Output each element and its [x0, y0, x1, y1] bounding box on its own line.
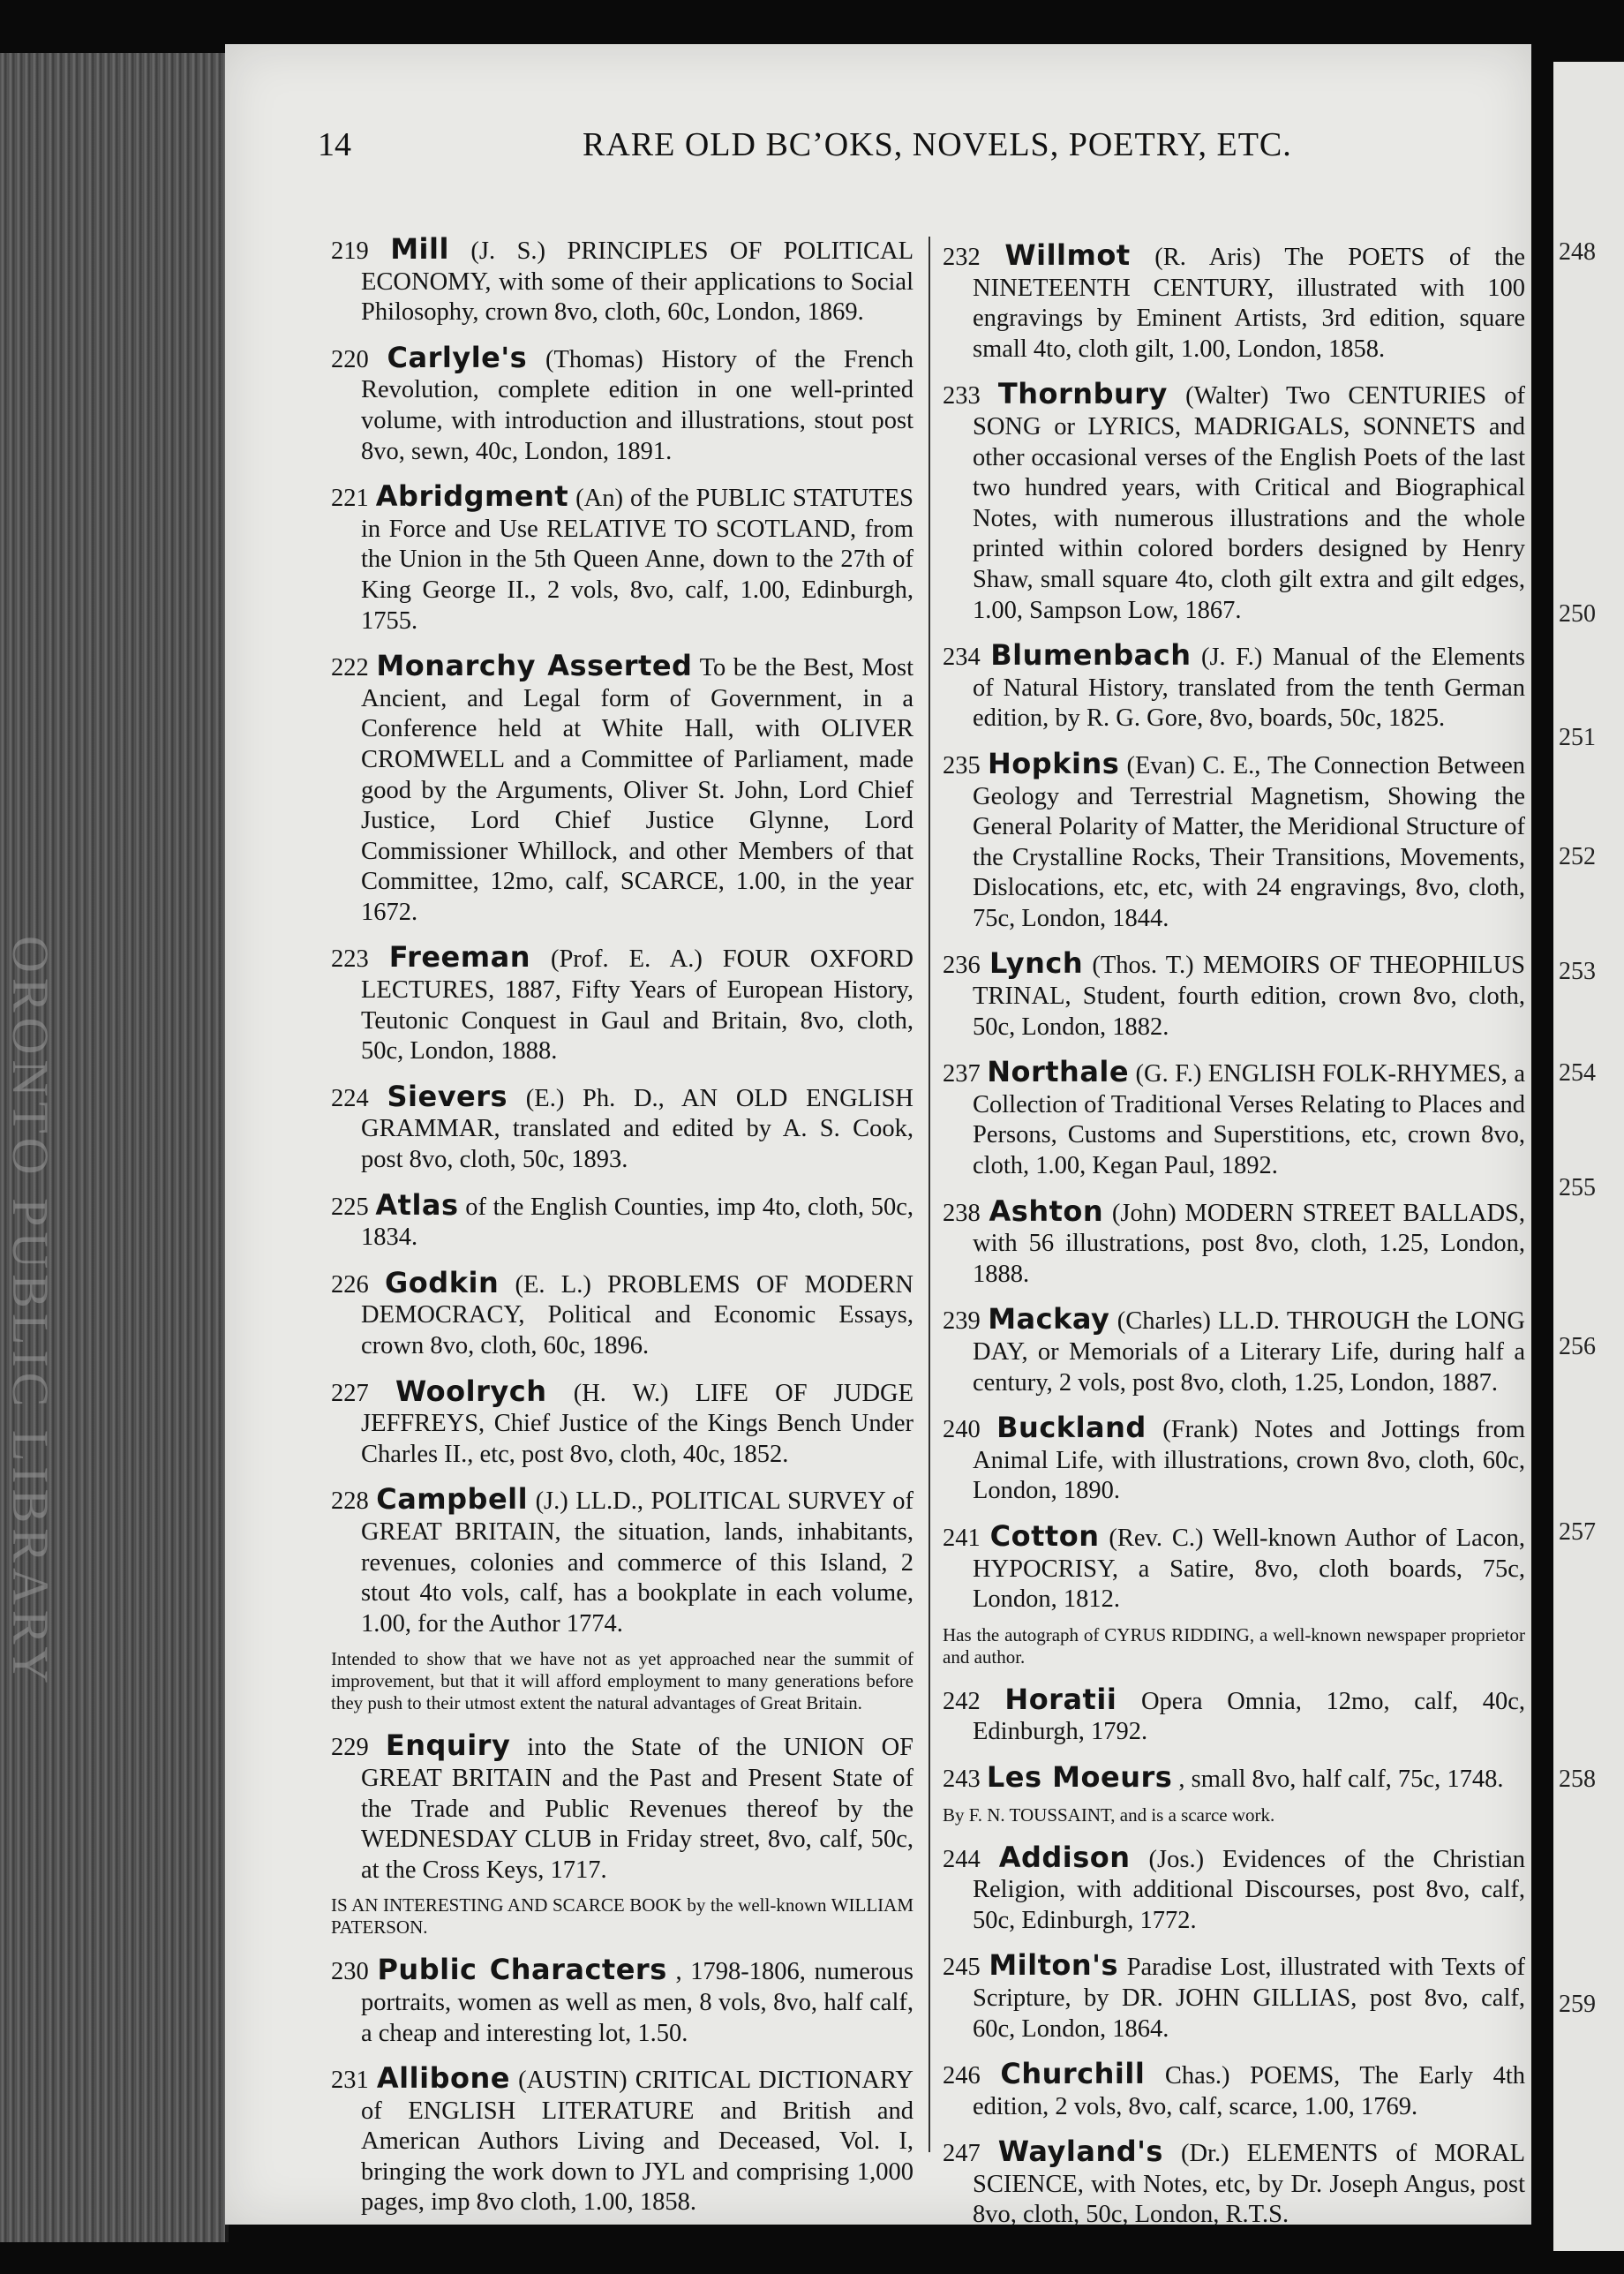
- fragment-number: 250: [1559, 600, 1596, 628]
- catalog-entry: [943, 2136, 1525, 2231]
- page-number: 14: [318, 126, 351, 163]
- catalog-entry: [943, 2059, 1525, 2122]
- entry-number: 242: [943, 1687, 981, 1715]
- catalog-entry: [943, 240, 1525, 365]
- catalog-entry: [943, 1759, 1525, 1796]
- entry-number: 230: [331, 1958, 369, 1986]
- entry-description: (Thomas) History of the French Revolution, complete edition in one well-printed volume, with introduction and illustrations, stout post 8vo, sewn, 40c, London, 1891.: [361, 345, 914, 465]
- entry-title: Carlyle's: [387, 340, 528, 374]
- catalog-entry: [943, 1684, 1525, 1748]
- entry-description: (Prof. E. A.) FOUR OXFORD LECTURES, 1887, Fifty Years of European History, Teutonic Conquest in Gaul and Britain, 8vo, cloth, 50c, London, 1888.: [361, 945, 914, 1065]
- entry-number: 220: [331, 345, 369, 373]
- entry-description: (Evan) C. E., The Connection Between Geology and Terrestrial Magnetism, Showing the General Polarity of Matter, the Meridional Structure of the Crystalline Rocks, Their Transitions, Movements, Dislocations, etc, etc, with 24 engravings, 8vo, cloth, 75c, London, 1844.: [973, 751, 1526, 932]
- entry-title: Atlas: [375, 1187, 459, 1222]
- entry-description: To be the Best, Most Ancient, and Legal form of Government, in a Conference held at White Hall, with OLIVER CROMWELL and a Committee of Parliament, made good by the Arguments, Oliver St. John, Lord Chief Justice, Lord Chief Justice Glynne, Lord Commissioner Whillock, and other Members of that Committee, 12mo, calf, SCARCE, 1.00, in the year 1672.: [361, 654, 914, 926]
- entry-title: Allibone: [376, 2061, 510, 2096]
- entry-description: (Charles) LL.D. THROUGH the LONG DAY, or Memorials of a Literary Life, during half a century, 2 vols, post 8vo, cloth, 1.25, London, 1887.: [973, 1307, 1525, 1397]
- catalog-entry: [331, 651, 914, 928]
- entry-description: (Walter) Two CENTURIES of SONG or LYRICS, MADRIGALS, SONNETS and other occasional verses of the English Poets of the last two hundred years, with Critical and Biographical Notes, with numerous illustrations and the whole printed within colored borders designed by Henry Shaw, small square 4to, cloth gilt extra and gilt edges, 1.00, Sampson Low, 1867.: [973, 382, 1526, 624]
- entry-title: Blumenbach: [990, 638, 1192, 673]
- entry-title: Sievers: [387, 1079, 508, 1113]
- entry-title: Enquiry: [385, 1728, 511, 1763]
- entry-description: (An) of the PUBLIC STATUTES in Force and Use RELATIVE TO SCOTLAND, from the Union in the 5th Queen Anne, down to the 27th of King George II., 2 vols, 8vo, calf, 1.00, Edinburgh, 1755.: [361, 485, 914, 635]
- fragment-number: 254: [1559, 1059, 1596, 1087]
- library-stamp: ORONTO PUBLIC LIBRARY: [2, 936, 59, 1690]
- fragment-number: 248: [1559, 238, 1596, 266]
- fragment-number: 252: [1559, 843, 1596, 870]
- entry-title: Churchill: [1000, 2057, 1146, 2091]
- entry-description: (R. Aris) The POETS of the NINETEENTH CENTURY, illustrated with 100 engravings by Eminent Artists, 3rd edition, square small 4to, cloth gilt, 1.00, London, 1858.: [973, 244, 1526, 363]
- entry-description: (E.) Ph. D., AN OLD ENGLISH GRAMMAR, translated and edited by A. S. Cook, post 8vo, cloth, 50c, 1893.: [361, 1084, 914, 1174]
- entry-description: (G. F.) ENGLISH FOLK-RHYMES, a Collection of Traditional Verses Relating to Places and Persons, Customs and Superstitions, etc, crown 8vo, cloth, 1.00, Kegan Paul, 1892.: [973, 1060, 1526, 1180]
- entry-title: Lynch: [989, 946, 1084, 981]
- entry-description: (J.) LL.D., POLITICAL SURVEY of GREAT BRITAIN, the situation, lands, inhabitants, revenues, colonies and commerce of this Island, 2 stout 4to vols, calf, has a bookplate in each volume, 1.00, for the Author 1774.: [361, 1487, 914, 1638]
- entry-title: Wayland's: [997, 2135, 1163, 2169]
- entry-title: Woolrych: [395, 1374, 547, 1408]
- catalog-entry: [331, 942, 914, 1066]
- entry-title: Campbell: [376, 1482, 529, 1517]
- entry-number: 232: [943, 244, 981, 271]
- catalog-entry: [331, 234, 914, 328]
- entry-title: Godkin: [385, 1265, 500, 1299]
- entry-number: 228: [331, 1487, 369, 1516]
- entry-number: 226: [331, 1270, 369, 1299]
- entry-number: 223: [331, 945, 369, 974]
- entry-description: (Thos. T.) MEMOIRS OF THEOPHILUS TRINAL, Student, fourth edition, crown 8vo, cloth, 50c, London, 1882.: [973, 952, 1526, 1041]
- entry-description: of the English Counties, imp 4to, cloth, 50c, 1834.: [361, 1193, 914, 1252]
- entry-title: Abridgment: [375, 479, 569, 514]
- entry-number: 244: [943, 1845, 981, 1873]
- catalog-entry: [331, 2063, 914, 2218]
- catalog-entry: [331, 1265, 914, 1362]
- entry-description: (AUSTIN) CRITICAL DICTIONARY of ENGLISH LITERATURE and British and American Authors Living and Deceased, Vol. I, bringing the work down to JYL and comprising 1,000 pages, imp 8vo cloth, 1.00, 1858.: [361, 2067, 914, 2217]
- fragment-number: 256: [1559, 1333, 1596, 1360]
- entry-description: (E. L.) PROBLEMS OF MODERN DEMOCRACY, Political and Economic Essays, crown 8vo, cloth, 60c, 1896.: [361, 1270, 914, 1359]
- catalog-entry: [331, 1187, 914, 1254]
- entry-title: Horatii: [1004, 1682, 1117, 1716]
- fragment-number: 255: [1559, 1174, 1596, 1201]
- entry-number: 221: [331, 485, 369, 513]
- entry-number: 224: [331, 1084, 369, 1112]
- catalog-entry: [943, 1412, 1525, 1507]
- catalog-entry: [331, 1730, 914, 1886]
- running-title: RARE OLD BCʼOKS, NOVELS, POETRY, ETC.: [583, 126, 1292, 163]
- catalog-entry: [943, 1304, 1525, 1398]
- entry-description: into the State of the UNION OF GREAT BRITAIN and the Past and Present State of the Trade and Public Revenues thereof by the WEDNESDAY CLUB in Friday street, 8vo, calf, 50c, at the Cross Keys, 1717.: [361, 1734, 914, 1884]
- entry-title: Addison: [998, 1840, 1131, 1874]
- entry-number: 237: [943, 1060, 981, 1088]
- entry-note: By F. N. TOUSSAINT, and is a scarce work.: [943, 1803, 1275, 1826]
- catalog-entry: [943, 948, 1525, 1043]
- catalog-entry: [331, 1376, 914, 1471]
- entry-title: Willmot: [1004, 238, 1131, 272]
- entry-title: Freeman: [388, 940, 530, 975]
- entry-number: 241: [943, 1524, 981, 1552]
- entry-description: (Jos.) Evidences of the Christian Religion, with additional Discourses, post 8vo, calf, 50c, Edinburgh, 1772.: [973, 1845, 1526, 1934]
- entry-number: 234: [943, 644, 981, 672]
- entry-number: 231: [331, 2067, 369, 2095]
- catalog-entry: [943, 1518, 1526, 1615]
- entry-number: 222: [331, 654, 369, 682]
- entry-title: Buckland: [996, 1411, 1147, 1445]
- entry-title: Milton's: [989, 1948, 1119, 1983]
- catalog-entry: [331, 340, 914, 467]
- catalog-entry: [943, 1950, 1525, 2044]
- entry-number: 219: [331, 237, 369, 265]
- left-column: [331, 234, 914, 2233]
- entry-description: Chas.) POEMS, The Early 4th edition, 2 vols, 8vo, calf, scarce, 1.00, 1769.: [973, 2062, 1525, 2120]
- catalog-entry: [943, 1193, 1526, 1291]
- catalog-entry: [943, 379, 1525, 626]
- entry-title: Les Moeurs: [986, 1759, 1173, 1794]
- fragment-number: 253: [1559, 958, 1596, 985]
- entry-title: Monarchy Asserted: [376, 649, 693, 683]
- entry-description: (J. S.) PRINCIPLES OF POLITICAL ECONOMY, with some of their applications to Social Philosophy, crown 8vo, cloth, 60c, London, 1869.: [361, 237, 914, 327]
- entry-description: (Dr.) ELEMENTS of MORAL SCIENCE, with Notes, etc, by Dr. Joseph Angus, post 8vo, cloth, 50c, London, R.T.S.: [973, 2140, 1526, 2229]
- entry-description: Opera Omnia, 12mo, calf, 40c, Edinburgh, 1792.: [973, 1687, 1526, 1746]
- entry-number: 236: [943, 952, 981, 980]
- catalog-entry: [943, 746, 1526, 935]
- entry-title: Ashton: [989, 1193, 1104, 1228]
- entry-title: Thornbury: [997, 377, 1168, 411]
- column-divider: [929, 237, 930, 2152]
- entry-number: 235: [943, 751, 981, 779]
- entry-number: 238: [943, 1199, 981, 1227]
- entry-title: Hopkins: [988, 746, 1120, 780]
- catalog-entry: [331, 1081, 914, 1176]
- fragment-number: 258: [1559, 1766, 1596, 1793]
- catalog-entry: [331, 481, 914, 636]
- entry-description: (H. W.) LIFE OF JUDGE JEFFREYS, Chief Justice of the Kings Bench Under Charles II., etc, post 8vo, cloth, 40c, 1852.: [361, 1379, 914, 1468]
- catalog-entry: [331, 1484, 914, 1639]
- entry-description: (Frank) Notes and Jottings from Animal Life, with illustrations, crown 8vo, cloth, 60c, London, 1890.: [973, 1416, 1526, 1505]
- entry-note: IS AN INTERESTING AND SCARCE BOOK by the well-known WILLIAM PATERSON.: [331, 1894, 914, 1939]
- catalog-entry: [943, 1842, 1525, 1937]
- right-column: [943, 240, 1525, 2245]
- fragment-number: 257: [1559, 1518, 1596, 1546]
- catalog-entry: [331, 1954, 914, 2049]
- entry-number: 233: [943, 382, 981, 410]
- fragment-number: 259: [1559, 1991, 1596, 2018]
- catalog-entry: [943, 640, 1525, 734]
- entry-number: 245: [943, 1954, 981, 1982]
- entry-title: Mill: [390, 232, 449, 266]
- entry-description: (J. F.) Manual of the Elements of Natural History, translated from the tenth German edition, by R. G. Gore, 8vo, boards, 50c, 1825.: [973, 644, 1526, 733]
- entry-number: 240: [943, 1416, 981, 1444]
- entry-number: 239: [943, 1307, 981, 1336]
- entry-number: 229: [331, 1734, 369, 1762]
- entry-number: 225: [331, 1193, 369, 1221]
- entry-description: , 1798-1806, numerous portraits, women as well as men, 8 vols, 8vo, half calf, a cheap and interesting lot, 1.50.: [361, 1958, 914, 2047]
- entry-title: Cotton: [989, 1518, 1100, 1553]
- entry-note: Has the autograph of CYRUS RIDDING, a well-known newspaper proprietor and author.: [943, 1623, 1525, 1668]
- book-page-edges: [0, 53, 229, 2242]
- entry-number: 247: [943, 2140, 981, 2168]
- entry-number: 243: [943, 1765, 981, 1793]
- entry-title: Public Characters: [377, 1953, 667, 1987]
- page-header: [318, 125, 1315, 178]
- entry-title: Northale: [987, 1055, 1130, 1089]
- entry-description: (Rev. C.) Well-known Author of Lacon, HYPOCRISY, a Satire, 8vo, cloth boards, 75c, London, 1812.: [973, 1524, 1526, 1614]
- fragment-number: 251: [1559, 724, 1596, 751]
- entry-number: 227: [331, 1379, 369, 1407]
- entry-description: (John) MODERN STREET BALLADS, with 56 illustrations, post 8vo, cloth, 1.25, London, 1888.: [973, 1199, 1526, 1288]
- entry-number: 246: [943, 2062, 981, 2090]
- entry-description: , small 8vo, half calf, 75c, 1748.: [1178, 1765, 1504, 1793]
- entry-description: Paradise Lost, illustrated with Texts of Scripture, by DR. JOHN GILLIAS, post 8vo, calf, 60c, London, 1864.: [973, 1954, 1525, 2043]
- catalog-entry: [943, 1057, 1525, 1181]
- entry-note: Intended to show that we have not as yet approached near the summit of improvement, but that it will afford employment to many generations before they push to their utmost extent the natural advantages of Great Britain.: [331, 1648, 914, 1714]
- entry-title: Mackay: [988, 1302, 1110, 1337]
- next-page-fragment: [1553, 62, 1624, 2251]
